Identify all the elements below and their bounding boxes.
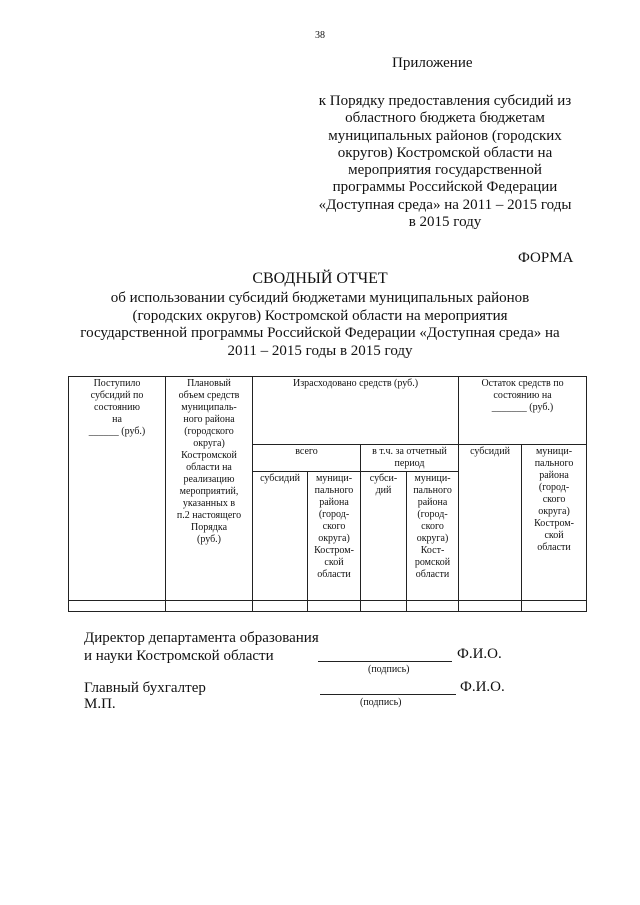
empty-cell (308, 601, 361, 612)
director-fio: Ф.И.О. (457, 646, 502, 662)
appendix-line: округов) Костромской области на (337, 144, 553, 161)
header-spent-total: всего (253, 445, 361, 472)
report-table (68, 376, 587, 612)
header-remaining-municipal: муници- пального района (город- ского округа) Костром- ской области (522, 445, 587, 601)
appendix-line: мероприятия государственной (348, 162, 542, 179)
appendix-line: к Порядку предоставления субсидий из (318, 93, 572, 109)
subtitle-line: 2011 – 2015 годы в 2015 году (227, 342, 413, 359)
accountant-signature-line (320, 694, 456, 695)
appendix-line: «Доступная среда» на 2011 – 2015 годы (318, 196, 572, 213)
report-title: СВОДНЫЙ ОТЧЕТ (252, 270, 388, 287)
header-total-municipal: муници- пального района (город- ского округа) Костром- ской области (308, 472, 361, 601)
accountant-title: Главный бухгалтер (84, 680, 206, 696)
header-planned-volume: Плановый объем средств муниципаль- ного района (городского округа) Костромской области на реализацию мероприятий, указанных в п.2 настоящего Порядка (руб.) (166, 377, 253, 601)
header-total-subsidies: субсидий (253, 472, 308, 601)
report-subtitle (60, 290, 580, 360)
accountant-fio: Ф.И.О. (460, 679, 505, 695)
seal-label: М.П. (84, 696, 116, 712)
header-spent-funds: Израсходовано средств (руб.) (253, 377, 459, 445)
empty-cell (522, 601, 587, 612)
appendix-line: в 2015 году (408, 214, 482, 231)
empty-cell (361, 601, 407, 612)
subtitle-line: (городских округов) Костромской области на мероприятия (132, 307, 508, 324)
accountant-signature-caption: (подпись) (360, 697, 402, 708)
header-period-municipal: муници- пального района (город- ского округа) Кост- ромской области (407, 472, 459, 601)
subtitle-line: об использовании субсидий бюджетами муниципальных районов (110, 290, 530, 306)
header-remaining-funds: Остаток средств по состоянию на _______ (руб.) (459, 377, 587, 445)
empty-cell (407, 601, 459, 612)
empty-cell (253, 601, 308, 612)
table-row (69, 601, 587, 612)
appendix-line: муниципальных районов (городских (328, 127, 562, 144)
appendix-line: областного бюджета бюджетам (345, 110, 545, 127)
form-label: ФОРМА (518, 250, 574, 266)
header-period-subsidies: субси- дий (361, 472, 407, 601)
empty-cell (459, 601, 522, 612)
subtitle-line: государственной программы Российской Федерации «Доступная среда» на (80, 325, 560, 341)
header-spent-period: в т.ч. за отчетный период (361, 445, 459, 472)
director-title: Директор департамента образования и науки Костромской области (84, 630, 319, 664)
header-received-subsidies: Поступило субсидий по состоянию на ______ (руб.) (69, 377, 166, 601)
empty-cell (166, 601, 253, 612)
appendix-reference (300, 93, 590, 231)
page-number: 38 (315, 30, 325, 41)
appendix-line: программы Российской Федерации (332, 179, 558, 196)
appendix-title: Приложение (392, 55, 473, 71)
empty-cell (69, 601, 166, 612)
director-signature-line (318, 661, 452, 662)
header-remaining-subsidies: субсидий (459, 445, 522, 601)
director-signature-caption: (подпись) (368, 664, 410, 675)
